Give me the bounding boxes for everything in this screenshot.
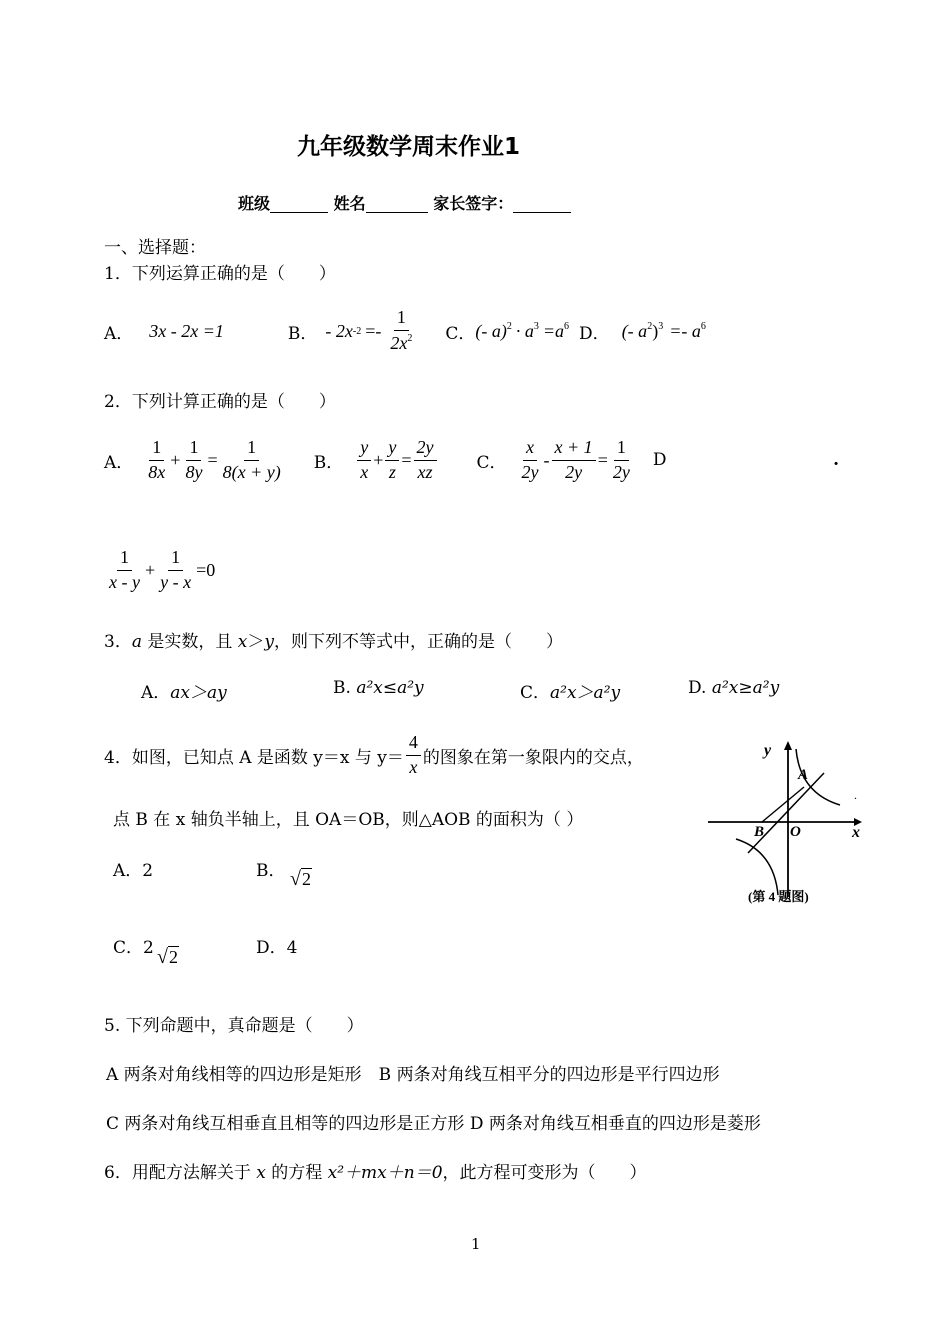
q3-option-a: A．ax＞ay <box>141 683 227 703</box>
figure-label-y: y <box>764 742 772 759</box>
q1-option-d-expr: (- $a^2)^3 =- a^6$ <box>621 320 706 341</box>
q1-option-b-label: B． <box>287 323 318 344</box>
figure-caption: (第 4 题图) <box>748 889 809 904</box>
q3-option-b: B. a²x≤a²y <box>333 678 424 698</box>
q2-option-d-label: D <box>652 450 667 470</box>
figure-label-b: B <box>754 824 765 840</box>
q1-b-eq: =- <box>365 320 382 341</box>
class-blank <box>270 194 328 213</box>
q1-stem: 1．下列运算正确的是（ ） <box>104 264 336 284</box>
q3-option-c: C．a²x＞a²y <box>520 683 621 703</box>
q2-option-b-label: B． <box>313 452 344 473</box>
q5-stem: 5. 下列命题中，真命题是（ ） <box>104 1016 364 1036</box>
q1-b-num: 1 <box>394 308 409 331</box>
student-info-line <box>238 191 571 214</box>
q4-stem-line2: 点 B 在 x 轴负半轴上，且 OA＝OB，则△AOB 的面积为（ ） <box>113 810 584 830</box>
q4-option-d: D．4 <box>256 938 298 958</box>
parent-signature-label: 家长签字： <box>433 194 514 213</box>
class-label: 班级 <box>238 194 271 213</box>
q4-option-b: B． <box>256 861 286 881</box>
q1-b-den: $2x^2$ <box>390 333 413 353</box>
q2-option-a-label: A． <box>104 452 134 473</box>
page-title: 九年级数学周末作业1 <box>297 134 521 160</box>
q4-option-b-sqrt: √2 <box>290 868 311 890</box>
q2-option-c-expr: $\frac{x}{2y}$ - $\frac{x + 1}{2y}$ = $\frac{1}{2y}$ <box>521 436 630 482</box>
y-axis-arrow <box>784 741 792 750</box>
q1-b-fraction <box>387 308 415 354</box>
q2-option-b-expr: $\frac{y}{x}$ + $\frac{y}{z}$ = $\frac{2y}{xz}$ <box>355 438 438 483</box>
page-number: 1 <box>471 1235 481 1253</box>
q4-option-a: A．2 <box>113 861 154 881</box>
q2-options <box>104 435 839 485</box>
section-heading: 一、选择题： <box>104 238 206 258</box>
q4-figure <box>700 735 875 910</box>
figure-label-o: O <box>790 824 801 840</box>
hyperbola-branch-2 <box>736 839 778 895</box>
q2-option-c-label: C． <box>476 452 507 473</box>
q5-options-line1: A 两条对角线相等的四边形是矩形 B 两条对角线互相平分的四边形是平行四边形 <box>106 1065 720 1085</box>
line-y-equals-x <box>748 773 824 853</box>
q1-option-a-label: A． <box>104 323 134 344</box>
q3-stem: 3．a 是实数，且 x＞y，则下列不等式中，正确的是（ ） <box>104 632 563 652</box>
name-blank <box>366 194 428 213</box>
figure-label-x: x <box>852 824 860 841</box>
q1-b-left: - 2x <box>325 320 353 341</box>
q5-options-line2: C 两条对角线互相垂直且相等的四边形是正方形 D 两条对角线互相垂直的四边形是菱形 <box>106 1114 761 1134</box>
q1-option-c-label: C． <box>445 323 476 344</box>
q6-stem: 6．用配方法解关于 x 的方程 x²＋mx＋n＝0，此方程可变形为（ ） <box>104 1163 647 1183</box>
q2-option-d-expr: $\frac{1}{x - y}$ + $\frac{1}{y - x}$ =0 <box>109 547 216 592</box>
q2-stem: 2．下列计算正确的是（ ） <box>104 392 336 412</box>
q1-option-d-label: D． <box>579 323 610 344</box>
q3-option-d: D. a²x≥a²y <box>688 678 780 698</box>
q1-option-c-expr: (- $a)^2 \cdot a^3 =a^6$ <box>475 320 570 341</box>
name-label: 姓名 <box>333 194 366 213</box>
q4-option-c-sqrt: √2 <box>157 946 178 968</box>
q1-options <box>104 306 706 356</box>
parent-signature-blank <box>513 194 571 213</box>
q2-option-d-dot: . <box>833 450 839 470</box>
q4-fraction: $\frac{4}{x}$ <box>406 733 421 778</box>
q1-option-b-expr <box>325 308 417 354</box>
figure-dot: . <box>854 788 857 802</box>
q2-option-a-expr: $\frac{1}{8x}$ + $\frac{1}{8y}$ = $\frac{1}{8(x + y)}$ <box>148 436 281 482</box>
q4-stem-line1: 4．如图，已知点 A 是函数 y＝x 与 y＝ $\frac{4}{x}$ 的图象在第一象限内的交点， <box>104 731 644 777</box>
q4-option-c: C．2 <box>113 938 154 958</box>
q1-option-a-expr: 3x - 2x =1 <box>149 320 224 341</box>
figure-label-a: A <box>798 767 809 783</box>
q1-b-exp: -2 <box>352 325 362 337</box>
